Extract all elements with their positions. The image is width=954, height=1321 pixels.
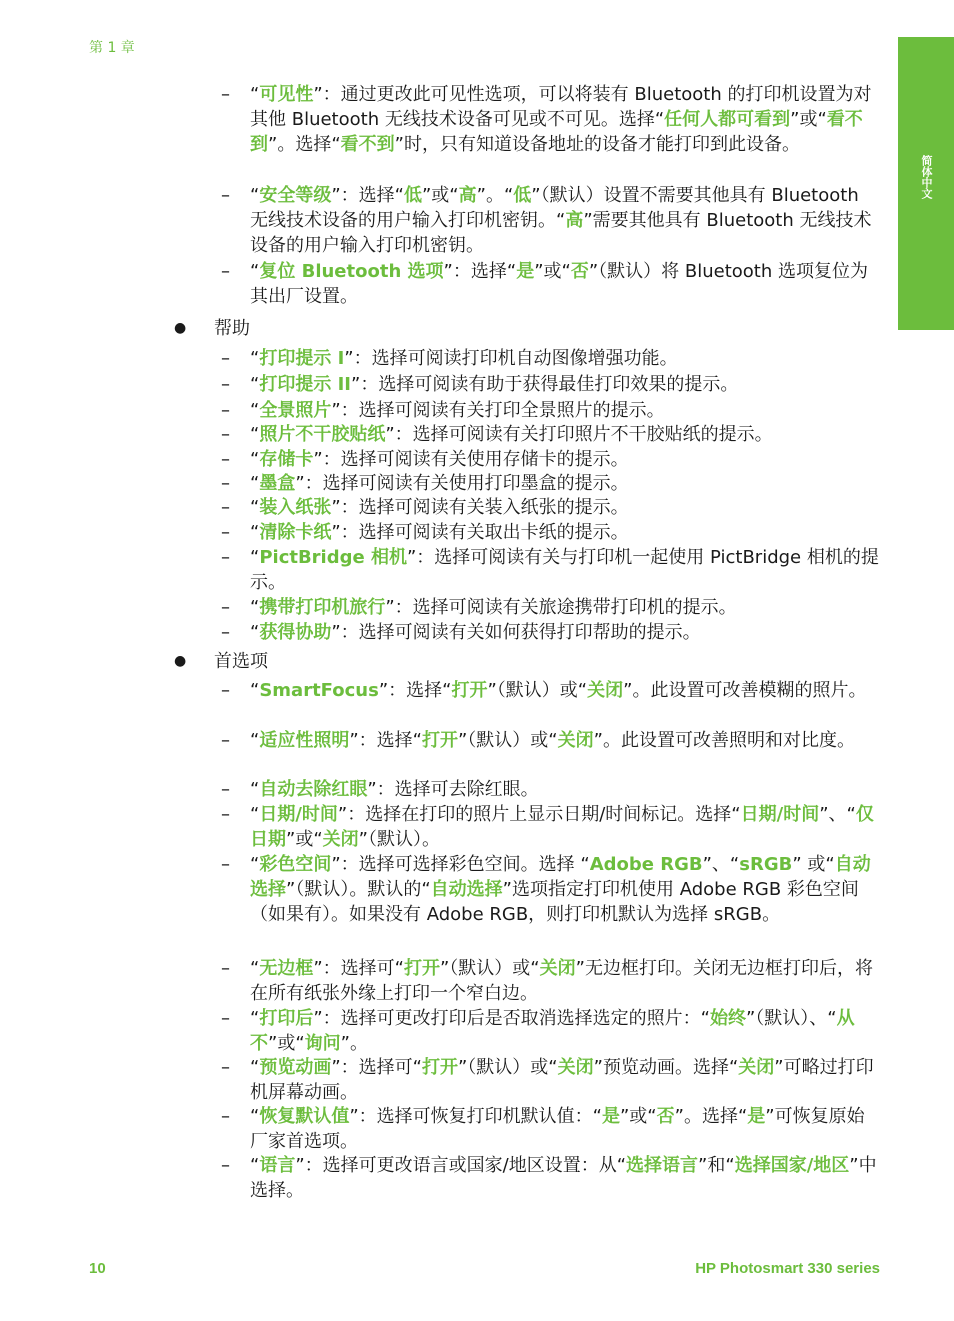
text-run: ”：选择“ [443, 261, 517, 282]
option-description [250, 422, 880, 447]
option-name: 自动选择 [430, 879, 503, 900]
option-name: 复位 Bluetooth 选项 [259, 261, 444, 282]
text-run: ”。选择“ [268, 134, 341, 155]
option-name: 从不 [250, 1008, 855, 1054]
section-heading [214, 649, 268, 674]
text-run: ”：选择可恢复打印机默认值：“ [349, 1106, 602, 1127]
option-name: 仅日期 [250, 804, 874, 850]
text-run: ”：选择“ [349, 730, 422, 751]
text-run: “ [250, 185, 260, 206]
option-name: 恢复默认值 [259, 1106, 350, 1127]
language-tab-label: 简体中文 [920, 155, 933, 199]
text-run: ”或“ [619, 1106, 657, 1127]
text-run: “ [250, 473, 260, 494]
text-run: “ [250, 547, 260, 568]
option-name: 打印后 [259, 1008, 314, 1029]
text-run: “ [250, 1008, 260, 1029]
option-description [250, 346, 880, 371]
text-run: “ [250, 1057, 260, 1078]
option-description [250, 447, 880, 472]
option-description [250, 1055, 880, 1105]
text-run: ”：选择可阅读有关使用打印墨盒的提示。 [295, 473, 629, 494]
text-run: ”：选择可阅读有关取出卡纸的提示。 [331, 522, 629, 543]
option-name: SmartFocus [259, 680, 379, 701]
option-name: 无边框 [259, 958, 314, 979]
option-description [250, 372, 880, 397]
text-run: ”或“ [268, 1033, 305, 1054]
text-run: ”（默认）、“ [745, 1008, 837, 1029]
text-run: ”（默认）或“ [487, 680, 588, 701]
option-name: 自动去除红眼 [259, 779, 368, 800]
text-run: ”：选择可阅读有关与打印机一起使用 PictBridge 相机的提示。 [250, 547, 879, 593]
option-description [250, 259, 880, 309]
option-name: 打开 [421, 1057, 458, 1078]
text-run: ”中选择。 [250, 1155, 877, 1201]
text-run: “ [250, 84, 260, 105]
option-name: 彩色空间 [259, 854, 332, 875]
text-run: “ [250, 261, 260, 282]
text-run: “ [250, 522, 260, 543]
option-name: 选择语言 [626, 1155, 699, 1176]
option-description [250, 520, 880, 545]
option-name: 存储卡 [259, 449, 314, 470]
text-run: ”：选择可阅读有关使用存储卡的提示。 [313, 449, 629, 470]
option-name: 选择国家/地区 [734, 1155, 850, 1176]
option-name: 装入纸张 [259, 497, 332, 518]
option-description [250, 802, 880, 852]
option-name: 看不到 [250, 109, 863, 155]
option-name: 携带打印机旅行 [259, 597, 386, 618]
text-run: “ [250, 1106, 260, 1127]
text-run: “ [250, 449, 260, 470]
option-name: 清除卡纸 [259, 522, 332, 543]
option-name: 是 [516, 261, 535, 282]
text-run: ”：选择可阅读有关打印照片不干胶贴纸的提示。 [385, 424, 773, 445]
text-run: ”：选择“ [331, 185, 404, 206]
option-name: 高 [458, 185, 477, 206]
text-run: ”。“ [476, 185, 514, 206]
option-name: 询问 [304, 1033, 341, 1054]
text-run: ”：通过更改此可见性选项，可以将装有 Bluetooth 的打印机设置为对其他 Bluetooth 无线技术设备可见或不可见。选择“ [250, 84, 872, 130]
text-run: ”：选择可选择彩色空间。选择 “ [331, 854, 590, 875]
option-description [250, 1104, 880, 1154]
text-run: “ [250, 779, 260, 800]
text-run: ”预览动画。选择“ [593, 1057, 739, 1078]
text-run: ”：选择可去除红眼。 [367, 779, 539, 800]
text-run: 帮助 [214, 318, 250, 339]
text-run: ”：选择可阅读有关旅途携带打印机的提示。 [385, 597, 737, 618]
option-name: 墨盒 [259, 473, 296, 494]
text-run: ”或“ [421, 185, 459, 206]
option-description [250, 495, 880, 520]
option-name: 打开 [403, 958, 440, 979]
text-run: ”：选择可“ [331, 1057, 422, 1078]
text-run: ”：选择可更改语言或国家/地区设置：从“ [295, 1155, 627, 1176]
section-heading [214, 316, 250, 341]
option-name: PictBridge 相机 [259, 547, 407, 568]
text-run: “ [250, 622, 260, 643]
text-run: ”（默认）设置不需要其他具有 Bluetooth 无线技术设备的用户输入打印机密钥。“ [250, 185, 859, 231]
option-description [250, 956, 880, 1006]
option-name: 安全等级 [259, 185, 332, 206]
option-name: 全景照片 [259, 400, 332, 421]
text-run: ”或“ [790, 109, 827, 130]
text-run: ”（默认）。默认的“ [286, 879, 431, 900]
text-run: ”、“ [702, 854, 740, 875]
option-name: 低 [403, 185, 422, 206]
text-run: 首选项 [214, 651, 268, 672]
option-name: 适应性照明 [259, 730, 350, 751]
option-name: 打印提示 II [259, 374, 351, 395]
option-name: 语言 [259, 1155, 296, 1176]
option-name: 关闭 [738, 1057, 775, 1078]
text-run: ”：选择可“ [313, 958, 404, 979]
option-name: 自动选择 [250, 854, 871, 900]
text-run: ”：选择可阅读有关如何获得打印帮助的提示。 [331, 622, 701, 643]
option-name: 否 [570, 261, 589, 282]
text-run: ”。选择“ [674, 1106, 748, 1127]
text-run: ”：选择可阅读打印机自动图像增强功能。 [344, 348, 678, 369]
option-name: 看不到 [340, 134, 395, 155]
option-description [250, 398, 880, 423]
text-run: ”。此设置可改善照明和对比度。 [593, 730, 855, 751]
text-run: “ [250, 497, 260, 518]
text-run: ”、“ [819, 804, 856, 825]
option-name: 获得协助 [259, 622, 332, 643]
option-description [250, 545, 880, 595]
option-name: 关闭 [322, 829, 359, 850]
text-run: ”：选择可更改打印后是否取消选择选定的照片：“ [313, 1008, 710, 1029]
text-run: ”（默认）或“ [457, 730, 558, 751]
text-run: “ [250, 854, 260, 875]
option-description [250, 183, 880, 258]
text-run: “ [250, 400, 260, 421]
text-run: ”。此设置可改善模糊的照片。 [623, 680, 867, 701]
option-name: 是 [747, 1106, 766, 1127]
text-run: “ [250, 424, 260, 445]
text-run: ”需要其他具有 Bluetooth 无线技术设备的用户输入打印机密钥。 [250, 210, 872, 256]
option-name: 打开 [421, 730, 458, 751]
text-run: ”：选择“ [378, 680, 452, 701]
option-name: 任何人都可看到 [664, 109, 791, 130]
option-description [250, 595, 880, 620]
option-description [250, 82, 880, 157]
text-run: ”无边框打印。关闭无边框打印后，将在所有纸张外缘上打印一个窄白边。 [250, 958, 873, 1004]
option-name: 否 [656, 1106, 675, 1127]
option-name: 可见性 [259, 84, 314, 105]
text-run: ”或“ [534, 261, 571, 282]
text-run: ”：选择可阅读有关装入纸张的提示。 [331, 497, 629, 518]
product-name: HP Photosmart 330 series [695, 1260, 880, 1277]
text-run: ”时，只有知道设备地址的设备才能打印到此设备。 [394, 134, 800, 155]
text-run: ” 或“ [792, 854, 835, 875]
text-run: ”：选择在打印的照片上显示日期/时间标记。选择“ [337, 804, 741, 825]
text-run: ”。 [340, 1033, 368, 1054]
option-description [250, 678, 880, 703]
text-run: ”（默认）或“ [457, 1057, 558, 1078]
chapter-label: 第 1 章 [89, 40, 135, 56]
option-name: 关闭 [587, 680, 624, 701]
text-run: “ [250, 597, 260, 618]
option-name: Adobe RGB [589, 854, 703, 875]
option-name: 日期/时间 [259, 804, 338, 825]
option-description [250, 620, 880, 645]
text-run: ”（默认）或“ [439, 958, 540, 979]
language-side-tab [898, 37, 954, 330]
text-run: ”：选择可阅读有关打印全景照片的提示。 [331, 400, 665, 421]
text-run: ”（默认）。 [358, 829, 440, 850]
text-run: ”选项指定打印机使用 Adobe RGB 彩色空间（如果有）。如果没有 Adobe RGB，则打印机默认为选择 sRGB。 [250, 879, 859, 925]
page-number: 10 [89, 1260, 106, 1277]
option-name: 打开 [451, 680, 488, 701]
text-run: “ [250, 804, 260, 825]
text-run: “ [250, 374, 260, 395]
text-run: ”和“ [698, 1155, 735, 1176]
option-name: 关闭 [557, 730, 594, 751]
option-name: sRGB [739, 854, 793, 875]
text-run: “ [250, 1155, 260, 1176]
text-run: ”：选择可阅读有助于获得最佳打印效果的提示。 [351, 374, 739, 395]
option-name: 关闭 [557, 1057, 594, 1078]
option-description [250, 1006, 880, 1056]
text-run: ”（默认）将 Bluetooth 选项复位为其出厂设置。 [250, 261, 868, 307]
option-name: 照片不干胶贴纸 [259, 424, 386, 445]
option-name: 打印提示 I [259, 348, 345, 369]
text-run: “ [250, 348, 260, 369]
option-description [250, 471, 880, 496]
text-run: ”可恢复原始厂家首选项。 [250, 1106, 865, 1152]
option-name: 始终 [709, 1008, 746, 1029]
option-description [250, 852, 880, 927]
option-name: 关闭 [539, 958, 576, 979]
text-run: “ [250, 680, 260, 701]
option-description [250, 777, 880, 802]
text-run: ”或“ [286, 829, 323, 850]
option-name: 是 [601, 1106, 620, 1127]
option-name: 日期/时间 [740, 804, 820, 825]
text-run: ”可略过打印机屏幕动画。 [250, 1057, 874, 1103]
option-name: 预览动画 [259, 1057, 332, 1078]
option-name: 低 [513, 185, 532, 206]
option-name: 高 [565, 210, 584, 231]
option-description [250, 1153, 880, 1203]
text-run: “ [250, 730, 260, 751]
text-run: “ [250, 958, 260, 979]
option-description [250, 728, 880, 753]
